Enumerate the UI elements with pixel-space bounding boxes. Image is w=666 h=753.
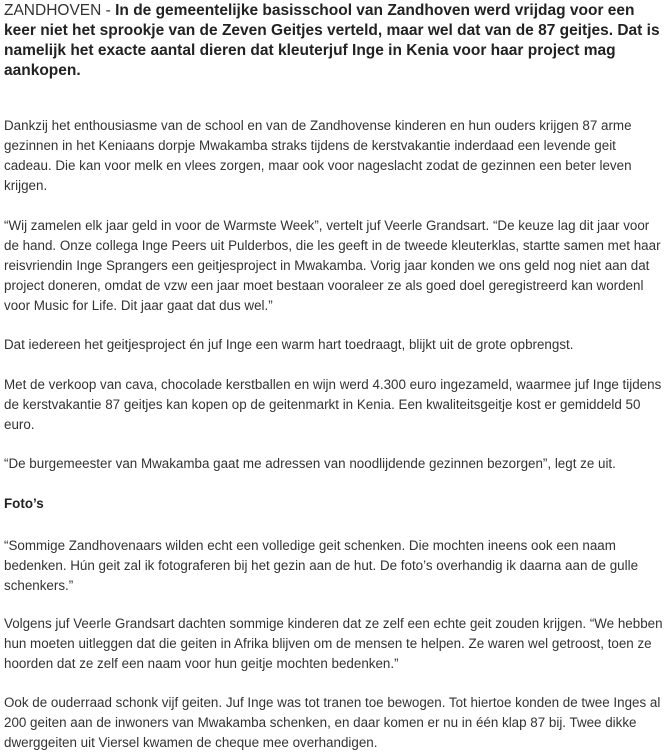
dateline-separator: - [101,2,116,19]
article-paragraph: Ook de ouderraad schonk vijf geiten. Juf Inge was tot tranen toe bewogen. Tot hiertoe konden de twee Inges al 200 geiten aan de inwoners van Mwakamba schenken, en daar komen er nu in één klap 87 bij. Twee dikke dwerggeiten uit Viersel kwamen de cheque mee overhandigen. [4,695,661,750]
article-intro: In de gemeentelijke basisschool van Zandhoven werd vrijdag voor een keer niet het sprookje van de Zeven Geitjes verteld, maar wel dat van de 87 geitjes. Dat is namelijk het exacte aantal dieren dat kleuterjuf Inge in Kenia voor haar project mag aankopen. [4,2,660,79]
article-paragraph: “Sommige Zandhovenaars wilden echt een volledige geit schenken. Die mochten ineens ook een naam bedenken. Hún geit zal ik fotograferen bij het gezin aan de hut. De foto’s overhandig ik daarna aan de gulle schenkers.” [4,538,639,593]
article-paragraph: Dat iedereen het geitjesproject én juf Inge een warm hart toedraagt, blijkt uit de grote opbrengst. [4,337,574,352]
article-paragraph: Met de verkoop van cava, chocolade kerstballen en wijn werd 4.300 euro ingezameld, waarmee juf Inge tijdens de kerstvakantie 87 geitjes kan kopen op de geitenmarkt in Kenia. Een kwaliteitsgeitje kost er gemiddeld 50 euro. [4,377,662,432]
dateline-location: ZANDHOVEN [4,2,102,19]
article-paragraph: “De burgemeester van Mwakamba gaat me adressen van noodlijdende gezinnen bezorgen”, legt ze uit. [4,456,616,471]
article-paragraph: Volgens juf Veerle Grandsart dachten sommige kinderen dat ze zelf een echte geit zouden krijgen. “We hebben hun moeten uitleggen dat die geiten in Afrika blijven om de mensen te helpen. Ze waren wel getroost, toen ze hoorden dat ze zelf een naam voor hun geitje mochten bedenken.” [4,616,663,671]
section-heading: Foto’s [4,496,44,511]
article-paragraph: “Wij zamelen elk jaar geld in voor de Warmste Week”, vertelt juf Veerle Grandsart. “De keuze lag dit jaar voor de hand. Onze collega Inge Peers uit Pulderbos, die les geeft in de tweede kleuterklas, startte samen met haar reisvriendin Inge Sprangers een geitjesproject in Mwakamba. Vorig jaar konden we ons geld nog niet aan dat project doneren, omdat de vzw een jaar moet bestaan vooraleer ze als goed doel geregistreerd kan wordenl voor Music for Life. Dit jaar gaat dat dus wel.” [4,218,661,313]
article-paragraph: Dankzij het enthousiasme van de school en van de Zandhovense kinderen en hun ouders krijgen 87 arme gezinnen in het Keniaans dorpje Mwakamba straks tijdens de kerstvakantie inderdaad een levende geit cadeau. Die kan voor melk en vlees zorgen, maar ook voor nageslacht zodat de gezinnen een beter leven krijgen. [4,118,632,193]
article-lead [4,1,664,81]
